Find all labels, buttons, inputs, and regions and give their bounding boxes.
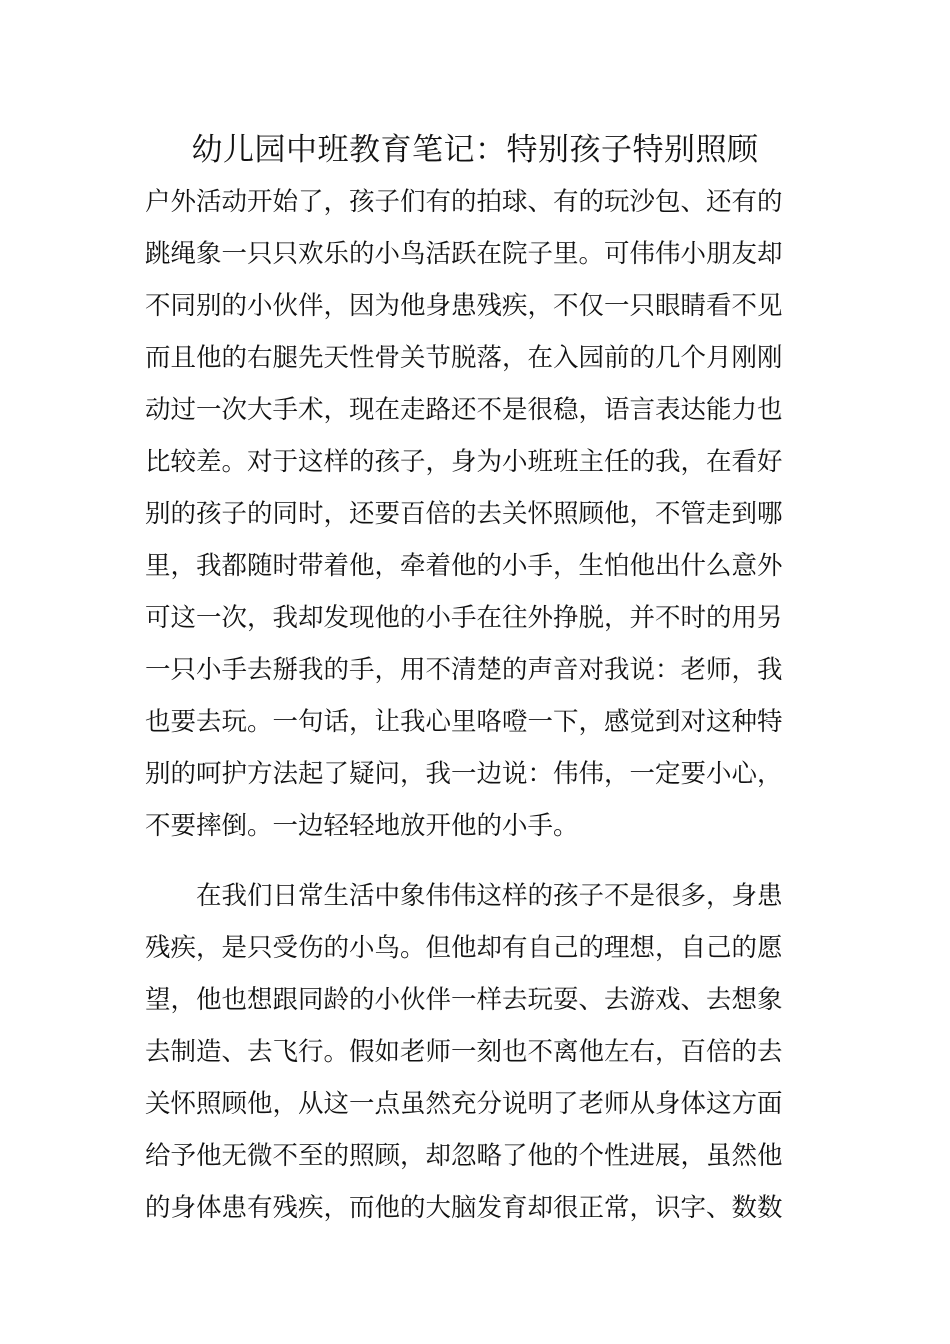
paragraph-1	[145, 176, 807, 852]
text-line: 也要去玩。一句话，让我心里咯噔一下，感觉到对这种特	[145, 707, 783, 737]
text-line: 动过一次大手术，现在走路还不是很稳，语言表达能力也	[145, 395, 783, 425]
text-line: 给予他无微不至的照顾，却忽略了他的个性进展，虽然他	[145, 1141, 783, 1171]
text-line: 一只小手去掰我的手，用不清楚的声音对我说：老师，我	[145, 655, 783, 685]
text-line: 户外活动开始了，孩子们有的拍球、有的玩沙包、还有的	[145, 187, 783, 217]
text-line: 在我们日常生活中象伟伟这样的孩子不是很多，身患	[145, 881, 783, 911]
paragraph-2	[145, 870, 807, 1234]
text-line: 里，我都随时带着他，牵着他的小手，生怕他出什么意外	[145, 551, 783, 581]
text-line: 跳绳象一只只欢乐的小鸟活跃在院子里。可伟伟小朋友却	[145, 239, 783, 269]
text-line: 不同别的小伙伴，因为他身患残疾，不仅一只眼睛看不见	[145, 291, 783, 321]
text-line: 望，他也想跟同龄的小伙伴一样去玩耍、去游戏、去想象	[145, 985, 783, 1015]
text-line: 不要摔倒。一边轻轻地放开他的小手。	[145, 811, 579, 841]
document-title: 幼儿园中班教育笔记：特别孩子特别照顾	[191, 132, 759, 168]
text-line: 残疾，是只受伤的小鸟。但他却有自己的理想，自己的愿	[145, 933, 783, 963]
text-line: 关怀照顾他，从这一点虽然充分说明了老师从身体这方面	[145, 1089, 783, 1119]
text-line: 别的孩子的同时，还要百倍的去关怀照顾他，不管走到哪	[145, 499, 783, 529]
text-line: 比较差。对于这样的孩子，身为小班班主任的我，在看好	[145, 447, 783, 477]
text-line: 去制造、去飞行。假如老师一刻也不离他左右，百倍的去	[145, 1037, 783, 1067]
text-line: 可这一次，我却发现他的小手在往外挣脱，并不时的用另	[145, 603, 783, 633]
text-line: 而且他的右腿先天性骨关节脱落，在入园前的几个月刚刚	[145, 343, 783, 373]
text-line: 的身体患有残疾，而他的大脑发育却很正常，识字、数数	[145, 1193, 783, 1223]
text-line: 别的呵护方法起了疑问，我一边说：伟伟，一定要小心，	[145, 759, 783, 789]
